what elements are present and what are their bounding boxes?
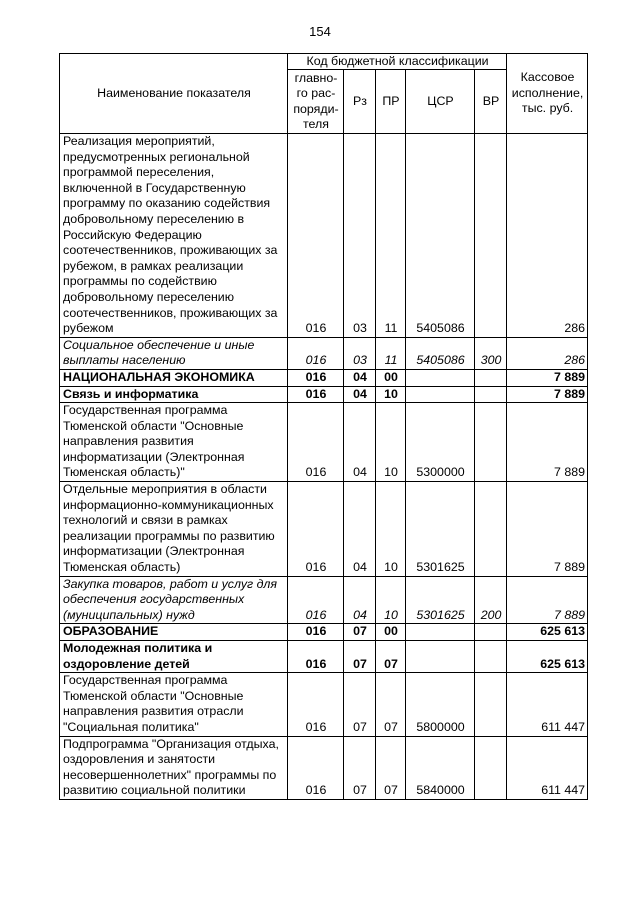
cell-admin-code: 016	[288, 576, 344, 624]
cell-csr: 5301625	[406, 576, 475, 624]
cell-admin-code: 016	[288, 624, 344, 641]
header-csr: ЦСР	[406, 70, 475, 134]
cell-pr: 11	[376, 337, 406, 369]
cell-amount: 611 447	[507, 673, 588, 736]
cell-pr: 10	[376, 403, 406, 482]
cell-vr	[475, 641, 507, 673]
cell-csr: 5301625	[406, 482, 475, 577]
cell-pr: 00	[376, 624, 406, 641]
cell-admin-code: 016	[288, 337, 344, 369]
cell-rz: 07	[344, 641, 376, 673]
cell-pr: 11	[376, 134, 406, 338]
cell-amount: 7 889	[507, 482, 588, 577]
table-row	[60, 673, 588, 736]
page-number: 154	[309, 24, 331, 39]
cell-csr: 5300000	[406, 403, 475, 482]
cell-name: Государственная программа Тюменской области "Основные направления развития отрасли "Социальная политика"	[60, 673, 288, 736]
table-body	[60, 134, 588, 800]
cell-csr	[406, 369, 475, 386]
cell-admin-code: 016	[288, 403, 344, 482]
cell-rz: 04	[344, 576, 376, 624]
header-name: Наименование показателя	[60, 54, 288, 134]
cell-csr: 5840000	[406, 736, 475, 799]
cell-amount: 7 889	[507, 403, 588, 482]
table-row	[60, 337, 588, 369]
cell-name: Связь и информатика	[60, 386, 288, 403]
cell-amount: 286	[507, 134, 588, 338]
cell-name: ОБРАЗОВАНИЕ	[60, 624, 288, 641]
cell-vr	[475, 386, 507, 403]
cell-name: Социальное обеспечение и иные выплаты населению	[60, 337, 288, 369]
cell-pr: 07	[376, 641, 406, 673]
cell-amount: 625 613	[507, 641, 588, 673]
cell-csr: 5800000	[406, 673, 475, 736]
cell-admin-code: 016	[288, 736, 344, 799]
cell-rz: 04	[344, 403, 376, 482]
cell-rz: 07	[344, 736, 376, 799]
table-row	[60, 403, 588, 482]
budget-execution-table	[59, 53, 588, 800]
cell-admin-code: 016	[288, 386, 344, 403]
cell-pr: 07	[376, 673, 406, 736]
table-row	[60, 134, 588, 338]
table-row	[60, 576, 588, 624]
cell-admin-code: 016	[288, 134, 344, 338]
cell-rz: 03	[344, 337, 376, 369]
cell-pr: 00	[376, 369, 406, 386]
cell-pr: 10	[376, 576, 406, 624]
cell-vr: 300	[475, 337, 507, 369]
header-vr: ВР	[475, 70, 507, 134]
cell-csr	[406, 386, 475, 403]
cell-vr	[475, 624, 507, 641]
table-row	[60, 386, 588, 403]
cell-admin-code: 016	[288, 641, 344, 673]
cell-name: Отдельные мероприятия в области информационно-коммуникационных технологий и связи в рамках реализации программы по развитию информатизации (Электронная Тюменская область)	[60, 482, 288, 577]
header-amount: Кассовое исполнение, тыс. руб.	[507, 54, 588, 134]
cell-pr: 07	[376, 736, 406, 799]
cell-amount: 7 889	[507, 576, 588, 624]
cell-name: НАЦИОНАЛЬНАЯ ЭКОНОМИКА	[60, 369, 288, 386]
cell-rz: 03	[344, 134, 376, 338]
cell-vr	[475, 673, 507, 736]
cell-pr: 10	[376, 386, 406, 403]
cell-vr	[475, 736, 507, 799]
header-admin: главно-го рас-поряди-теля	[288, 70, 344, 134]
cell-rz: 04	[344, 386, 376, 403]
cell-rz: 04	[344, 369, 376, 386]
cell-amount: 286	[507, 337, 588, 369]
header-code-group: Код бюджетной классификации	[288, 54, 507, 70]
cell-csr: 5405086	[406, 134, 475, 338]
header-pr: ПР	[376, 70, 406, 134]
cell-pr: 10	[376, 482, 406, 577]
table-row	[60, 641, 588, 673]
cell-rz: 07	[344, 624, 376, 641]
cell-name: Государственная программа Тюменской области "Основные направления развития информатизации (Электронная Тюменская область)"	[60, 403, 288, 482]
table-row	[60, 369, 588, 386]
header-rz: Рз	[344, 70, 376, 134]
cell-vr	[475, 482, 507, 577]
cell-amount: 611 447	[507, 736, 588, 799]
table-row	[60, 624, 588, 641]
cell-name: Подпрограмма "Организация отдыха, оздоровления и занятости несовершеннолетних" программы по развитию социальной политики	[60, 736, 288, 799]
cell-amount: 625 613	[507, 624, 588, 641]
cell-vr	[475, 403, 507, 482]
cell-vr: 200	[475, 576, 507, 624]
cell-vr	[475, 134, 507, 338]
cell-rz: 04	[344, 482, 376, 577]
cell-csr	[406, 641, 475, 673]
cell-csr	[406, 624, 475, 641]
cell-name: Молодежная политика и оздоровление детей	[60, 641, 288, 673]
cell-admin-code: 016	[288, 673, 344, 736]
table-row	[60, 482, 588, 577]
cell-csr: 5405086	[406, 337, 475, 369]
cell-admin-code: 016	[288, 482, 344, 577]
cell-vr	[475, 369, 507, 386]
cell-name: Закупка товаров, работ и услуг для обеспечения государственных (муниципальных) нужд	[60, 576, 288, 624]
cell-rz: 07	[344, 673, 376, 736]
cell-name: Реализация мероприятий, предусмотренных региональной программой переселения, включенной в Государственную программу по оказанию содействия добровольному переселению в Российскую Федерацию соотечественников, проживающих за рубежом, в рамках реализации программы по содействию добровольному переселению соотечественников, проживающих за рубежом	[60, 134, 288, 338]
table-row	[60, 736, 588, 799]
cell-amount: 7 889	[507, 386, 588, 403]
cell-amount: 7 889	[507, 369, 588, 386]
cell-admin-code: 016	[288, 369, 344, 386]
